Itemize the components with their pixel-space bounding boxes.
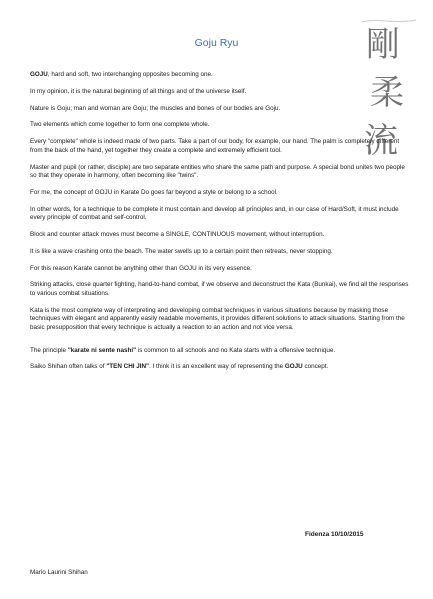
- paragraph: Two elements which come together to form one complete whole.: [30, 121, 210, 129]
- paragraph-text: , hard and soft, two interchanging opposites becoming one.: [47, 71, 213, 78]
- paragraph: Master and pupil (or rather, disciple) are two separate entities who share the same path and purpose. A special bond unites two people so that they operate in harmony, often becoming like "twins".: [30, 163, 405, 180]
- paragraph: For me, the concept of GOJU in Karate Do goes far beyond a style or belong to a school.: [30, 188, 278, 196]
- document-body: [30, 71, 409, 380]
- seal-glyph-go: 剛: [366, 25, 400, 65]
- document-title: Goju Ryu: [194, 37, 239, 49]
- bold-term: "TEN CHI JIN": [106, 363, 150, 371]
- place-date: Fidenza 10/10/2015: [305, 531, 364, 538]
- paragraph: For this reason Karate cannot be anything other than GOJU in its very essence.: [30, 264, 252, 272]
- seal-glyph-ryu: 流: [364, 121, 398, 161]
- bold-term: GOJU: [30, 71, 48, 78]
- paragraph: Block and counter attack moves must become a SINGLE, CONTINUOUS movement, without interruption.: [30, 231, 325, 239]
- paragraph-text: concept.: [302, 363, 329, 371]
- paragraph: Every "complete" whole is indeed made of two parts. Take a part of our body, for example, our hand. The palm is completely different from the back of the hand, yet together they create a complete and extremely efficient tool.: [30, 138, 400, 154]
- seal-glyph-ju: 柔: [370, 73, 404, 113]
- bold-term: "karate ni sente nashi": [67, 346, 137, 354]
- paragraph-saiko: [30, 363, 410, 372]
- paragraph-text: . I think it is an excellent way of representing the: [149, 363, 285, 371]
- paragraph: Kata is the most complete way of interpreting and developing combat techniques in various situations because by masking those techniques with elegant and apparently easily readable movements, it provides different solutions to attack situations. Starting from the basic presupposition that every technique is actually a reaction to an action and not vice versa.: [30, 306, 405, 331]
- paragraph: In other words, for a technique to be complete it must contain and develop all principles and, in our case of Hard/Soft, it must include every principle of combat and self-control.: [30, 205, 399, 222]
- paragraph-text: is common to all schools and no Kata starts with a offensive technique.: [136, 346, 336, 354]
- paragraph: It is like a wave crashing onto the beach. The water swells up to a certain point then retreats, never stopping.: [30, 247, 333, 255]
- paragraph: Striking attacks, close quarter fighting, hand-to-hand combat, if we observe and deconstruct the Kata (Bunkai), we find all the responses to various combat situations.: [30, 281, 409, 297]
- paragraph-karate-principle: [30, 347, 410, 356]
- paragraph-text: The principle: [30, 346, 68, 354]
- paragraph: [30, 71, 380, 80]
- author-name: Mario Laurini Shihan: [30, 569, 88, 576]
- paragraph: In my opinion, it is the natural beginning of all things and of the universe itself.: [30, 87, 247, 95]
- paragraph: Nature is Goju; man and woman are Goju; the muscles and bones of our bodies are Goju.: [30, 104, 281, 112]
- bold-term: GOJU: [284, 363, 303, 371]
- paragraph-text: Saiko Shihan often talks of: [30, 363, 107, 371]
